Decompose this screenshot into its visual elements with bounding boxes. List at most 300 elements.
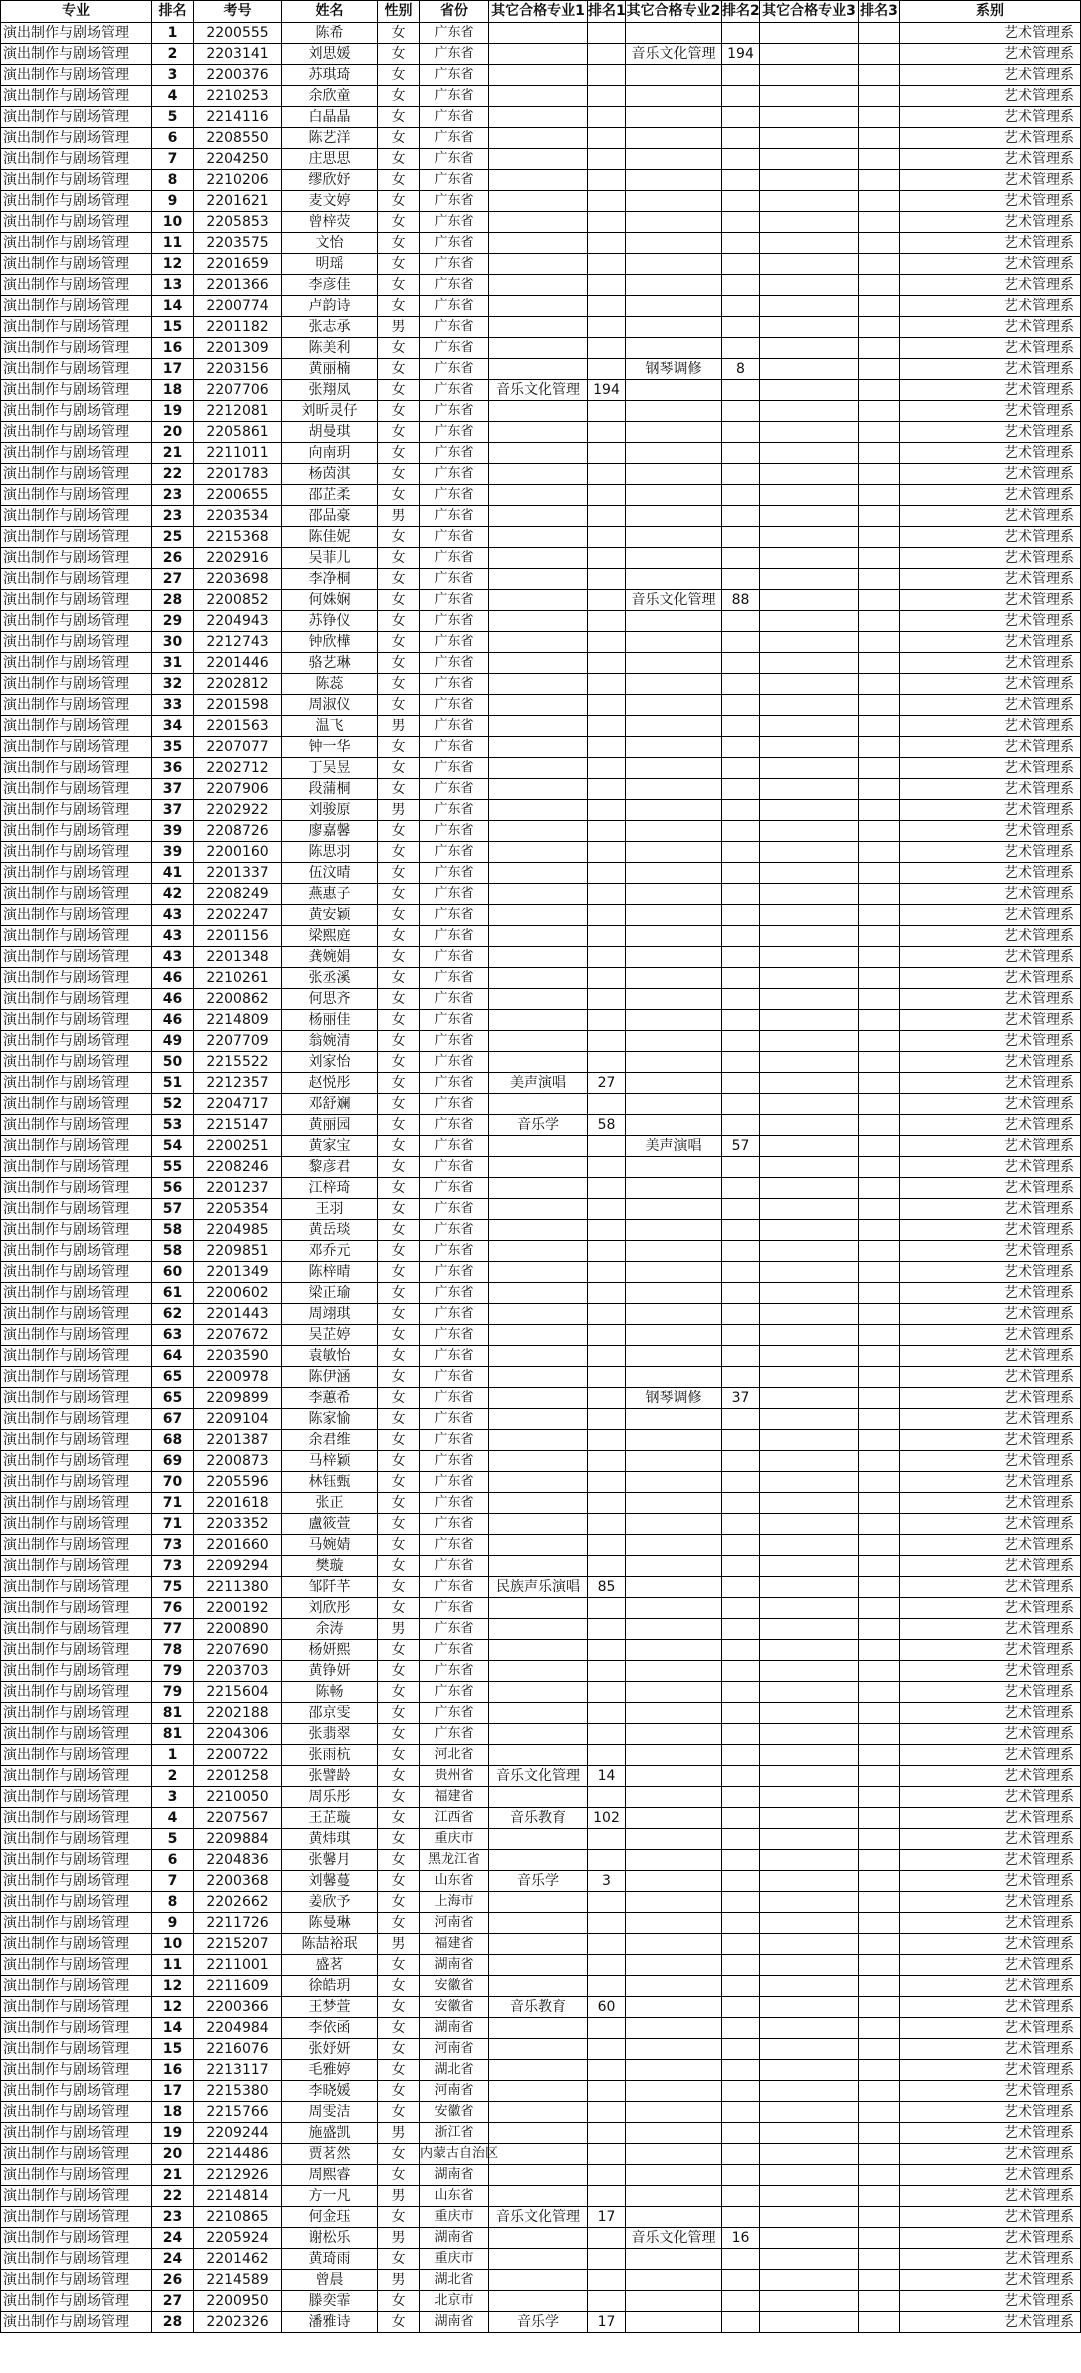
table-row — [1, 338, 1081, 359]
cell-other-major-1 — [489, 2081, 588, 2102]
cell-province: 福建省 — [420, 1787, 489, 1808]
cell-other-major-1 — [489, 1346, 588, 1367]
cell-name: 梁熙庭 — [282, 926, 378, 947]
cell-other-major-1 — [489, 1220, 588, 1241]
cell-rank-2 — [722, 1094, 760, 1115]
table-row — [1, 1325, 1081, 1346]
cell-major: 演出制作与剧场管理 — [1, 485, 152, 506]
cell-name: 吴芷婷 — [282, 1325, 378, 1346]
table-row — [1, 1703, 1081, 1724]
cell-gender: 女 — [378, 212, 420, 233]
cell-province: 广东省 — [420, 485, 489, 506]
cell-other-major-3 — [760, 1892, 859, 1913]
cell-other-major-1 — [489, 2144, 588, 2165]
cell-other-major-1: 民族声乐演唱 — [489, 1577, 588, 1598]
cell-rank-2 — [722, 926, 760, 947]
cell-province: 广东省 — [420, 1031, 489, 1052]
table-row — [1, 170, 1081, 191]
cell-other-major-1 — [489, 863, 588, 884]
cell-name: 刘欣彤 — [282, 1598, 378, 1619]
cell-department: 艺术管理系 — [900, 1430, 1081, 1451]
cell-other-major-3 — [760, 1976, 859, 1997]
cell-other-major-3 — [760, 1493, 859, 1514]
cell-rank-2 — [722, 821, 760, 842]
cell-rank: 34 — [152, 716, 194, 737]
cell-exam-no: 2201237 — [194, 1178, 282, 1199]
header-name: 姓名 — [282, 1, 378, 23]
cell-other-major-3 — [760, 2102, 859, 2123]
cell-rank-2 — [722, 1262, 760, 1283]
cell-other-major-1 — [489, 401, 588, 422]
cell-department: 艺术管理系 — [900, 569, 1081, 590]
cell-name: 余涛 — [282, 1619, 378, 1640]
cell-other-major-1 — [489, 716, 588, 737]
cell-rank-1 — [588, 86, 626, 107]
cell-gender: 女 — [378, 1514, 420, 1535]
cell-rank: 21 — [152, 2165, 194, 2186]
cell-name: 潘雅诗 — [282, 2312, 378, 2333]
cell-province: 广东省 — [420, 527, 489, 548]
cell-other-major-3 — [760, 842, 859, 863]
cell-province: 广东省 — [420, 1199, 489, 1220]
cell-major: 演出制作与剧场管理 — [1, 128, 152, 149]
cell-other-major-3 — [760, 254, 859, 275]
cell-rank: 25 — [152, 527, 194, 548]
cell-gender: 女 — [378, 1724, 420, 1745]
table-row — [1, 2039, 1081, 2060]
cell-rank-2: 194 — [722, 44, 760, 65]
cell-rank-2 — [722, 254, 760, 275]
cell-department: 艺术管理系 — [900, 1199, 1081, 1220]
cell-rank-2 — [722, 1829, 760, 1850]
cell-other-major-2 — [626, 1199, 722, 1220]
cell-province: 广东省 — [420, 1010, 489, 1031]
cell-province: 黑龙江省 — [420, 1850, 489, 1871]
cell-rank-3 — [859, 2207, 900, 2228]
cell-gender: 女 — [378, 2144, 420, 2165]
cell-province: 福建省 — [420, 1934, 489, 1955]
cell-other-major-1 — [489, 884, 588, 905]
cell-other-major-1 — [489, 1178, 588, 1199]
cell-rank-2 — [722, 2123, 760, 2144]
table-row — [1, 1724, 1081, 1745]
cell-rank-1 — [588, 2228, 626, 2249]
cell-major: 演出制作与剧场管理 — [1, 1661, 152, 1682]
cell-gender: 女 — [378, 695, 420, 716]
cell-name: 骆艺琳 — [282, 653, 378, 674]
cell-rank: 12 — [152, 1976, 194, 1997]
cell-department: 艺术管理系 — [900, 779, 1081, 800]
cell-other-major-2 — [626, 632, 722, 653]
cell-gender: 女 — [378, 2312, 420, 2333]
cell-name: 李彦佳 — [282, 275, 378, 296]
cell-rank-3 — [859, 989, 900, 1010]
cell-rank: 58 — [152, 1241, 194, 1262]
cell-other-major-1: 美声演唱 — [489, 1073, 588, 1094]
cell-other-major-2 — [626, 317, 722, 338]
cell-other-major-2 — [626, 1031, 722, 1052]
cell-rank-3 — [859, 2165, 900, 2186]
cell-other-major-3 — [760, 1178, 859, 1199]
cell-other-major-1 — [489, 1913, 588, 1934]
cell-province: 广东省 — [420, 1388, 489, 1409]
cell-department: 艺术管理系 — [900, 464, 1081, 485]
cell-exam-no: 2200774 — [194, 296, 282, 317]
cell-other-major-3 — [760, 170, 859, 191]
cell-other-major-1: 音乐学 — [489, 1871, 588, 1892]
cell-province: 广东省 — [420, 443, 489, 464]
cell-other-major-3 — [760, 485, 859, 506]
cell-rank-2 — [722, 1766, 760, 1787]
cell-department: 艺术管理系 — [900, 2165, 1081, 2186]
cell-other-major-3 — [760, 1010, 859, 1031]
cell-department: 艺术管理系 — [900, 233, 1081, 254]
cell-rank-2 — [722, 2102, 760, 2123]
cell-other-major-3 — [760, 1997, 859, 2018]
cell-name: 邓乔元 — [282, 1241, 378, 1262]
cell-name: 滕奕霏 — [282, 2291, 378, 2312]
cell-other-major-1 — [489, 2228, 588, 2249]
cell-other-major-1 — [489, 2039, 588, 2060]
cell-province: 广东省 — [420, 296, 489, 317]
cell-exam-no: 2200160 — [194, 842, 282, 863]
cell-other-major-1 — [489, 23, 588, 44]
cell-rank-1 — [588, 695, 626, 716]
cell-gender: 女 — [378, 128, 420, 149]
cell-province: 广东省 — [420, 1052, 489, 1073]
cell-rank: 6 — [152, 128, 194, 149]
cell-exam-no: 2209294 — [194, 1556, 282, 1577]
cell-rank-3 — [859, 1955, 900, 1976]
cell-rank-2 — [722, 1115, 760, 1136]
cell-other-major-3 — [760, 44, 859, 65]
cell-other-major-1 — [489, 1619, 588, 1640]
cell-exam-no: 2204306 — [194, 1724, 282, 1745]
cell-rank-1 — [588, 611, 626, 632]
cell-province: 湖南省 — [420, 1955, 489, 1976]
cell-name: 黄丽园 — [282, 1115, 378, 1136]
cell-other-major-1 — [489, 758, 588, 779]
cell-exam-no: 2211380 — [194, 1577, 282, 1598]
cell-gender: 女 — [378, 23, 420, 44]
cell-other-major-3 — [760, 1556, 859, 1577]
cell-exam-no: 2201258 — [194, 1766, 282, 1787]
cell-province: 广东省 — [420, 128, 489, 149]
cell-name: 林钰甄 — [282, 1472, 378, 1493]
cell-other-major-2 — [626, 926, 722, 947]
cell-other-major-1 — [489, 1745, 588, 1766]
cell-gender: 女 — [378, 2039, 420, 2060]
table-row — [1, 2060, 1081, 2081]
cell-province: 广东省 — [420, 884, 489, 905]
cell-major: 演出制作与剧场管理 — [1, 737, 152, 758]
cell-other-major-2 — [626, 1367, 722, 1388]
cell-other-major-2 — [626, 1094, 722, 1115]
cell-name: 段蒲桐 — [282, 779, 378, 800]
cell-rank-3 — [859, 1325, 900, 1346]
cell-name: 黄炜琪 — [282, 1829, 378, 1850]
table-row — [1, 1493, 1081, 1514]
cell-rank: 46 — [152, 989, 194, 1010]
cell-department: 艺术管理系 — [900, 674, 1081, 695]
cell-other-major-3 — [760, 233, 859, 254]
cell-province: 广东省 — [420, 233, 489, 254]
cell-exam-no: 2210261 — [194, 968, 282, 989]
cell-province: 重庆市 — [420, 2207, 489, 2228]
cell-gender: 女 — [378, 296, 420, 317]
cell-rank-1 — [588, 1136, 626, 1157]
cell-major: 演出制作与剧场管理 — [1, 590, 152, 611]
cell-exam-no: 2200873 — [194, 1451, 282, 1472]
cell-name: 邓舒斓 — [282, 1094, 378, 1115]
cell-rank-1: 17 — [588, 2207, 626, 2228]
cell-name: 谢松乐 — [282, 2228, 378, 2249]
cell-province: 广东省 — [420, 905, 489, 926]
cell-province: 江西省 — [420, 1808, 489, 1829]
cell-rank: 14 — [152, 2018, 194, 2039]
cell-rank-2: 8 — [722, 359, 760, 380]
table-row — [1, 2291, 1081, 2312]
cell-major: 演出制作与剧场管理 — [1, 464, 152, 485]
cell-name: 麦文婷 — [282, 191, 378, 212]
cell-exam-no: 2215380 — [194, 2081, 282, 2102]
cell-rank-1 — [588, 1514, 626, 1535]
cell-rank-3 — [859, 2291, 900, 2312]
cell-other-major-1 — [489, 1451, 588, 1472]
cell-name: 贾茗然 — [282, 2144, 378, 2165]
cell-rank-1 — [588, 1367, 626, 1388]
cell-rank-2 — [722, 23, 760, 44]
cell-other-major-2 — [626, 1997, 722, 2018]
cell-rank-3 — [859, 1115, 900, 1136]
cell-rank: 75 — [152, 1577, 194, 1598]
cell-rank-1 — [588, 527, 626, 548]
cell-other-major-2 — [626, 2312, 722, 2333]
cell-other-major-3 — [760, 1262, 859, 1283]
cell-rank-2 — [722, 1493, 760, 1514]
cell-department: 艺术管理系 — [900, 2060, 1081, 2081]
cell-gender: 女 — [378, 1913, 420, 1934]
cell-gender: 女 — [378, 422, 420, 443]
cell-name: 钟欣樺 — [282, 632, 378, 653]
cell-department: 艺术管理系 — [900, 1157, 1081, 1178]
cell-rank-3 — [859, 212, 900, 233]
cell-rank: 13 — [152, 275, 194, 296]
cell-department: 艺术管理系 — [900, 548, 1081, 569]
cell-other-major-3 — [760, 968, 859, 989]
cell-rank-2 — [722, 947, 760, 968]
cell-other-major-2 — [626, 1073, 722, 1094]
cell-other-major-2 — [626, 1892, 722, 1913]
cell-exam-no: 2203141 — [194, 44, 282, 65]
table-row — [1, 191, 1081, 212]
cell-gender: 女 — [378, 1136, 420, 1157]
cell-rank-2 — [722, 2144, 760, 2165]
cell-other-major-1 — [489, 2249, 588, 2270]
cell-other-major-2 — [626, 1682, 722, 1703]
cell-gender: 男 — [378, 800, 420, 821]
cell-major: 演出制作与剧场管理 — [1, 1829, 152, 1850]
cell-gender: 女 — [378, 1598, 420, 1619]
cell-name: 陈喆裕珉 — [282, 1934, 378, 1955]
cell-rank-3 — [859, 401, 900, 422]
table-row — [1, 1157, 1081, 1178]
cell-major: 演出制作与剧场管理 — [1, 149, 152, 170]
cell-name: 周雯洁 — [282, 2102, 378, 2123]
cell-exam-no: 2215604 — [194, 1682, 282, 1703]
cell-rank-1 — [588, 443, 626, 464]
cell-province: 湖南省 — [420, 2165, 489, 2186]
cell-major: 演出制作与剧场管理 — [1, 695, 152, 716]
cell-other-major-3 — [760, 1346, 859, 1367]
cell-other-major-2 — [626, 968, 722, 989]
cell-rank: 5 — [152, 107, 194, 128]
cell-exam-no: 2205596 — [194, 1472, 282, 1493]
cell-gender: 男 — [378, 1934, 420, 1955]
cell-major: 演出制作与剧场管理 — [1, 1073, 152, 1094]
cell-other-major-2 — [626, 821, 722, 842]
cell-rank: 49 — [152, 1031, 194, 1052]
cell-rank-3 — [859, 2060, 900, 2081]
cell-province: 广东省 — [420, 464, 489, 485]
cell-rank-2 — [722, 2018, 760, 2039]
cell-exam-no: 2202922 — [194, 800, 282, 821]
header-rank-2: 排名2 — [722, 1, 760, 23]
cell-rank-2 — [722, 1598, 760, 1619]
cell-department: 艺术管理系 — [900, 2081, 1081, 2102]
table-row — [1, 212, 1081, 233]
cell-rank-3 — [859, 1451, 900, 1472]
cell-exam-no: 2205924 — [194, 2228, 282, 2249]
cell-rank: 3 — [152, 1787, 194, 1808]
cell-other-major-3 — [760, 800, 859, 821]
cell-name: 盛茗 — [282, 1955, 378, 1976]
cell-department: 艺术管理系 — [900, 23, 1081, 44]
cell-rank-1 — [588, 1976, 626, 1997]
cell-rank-1 — [588, 1640, 626, 1661]
cell-gender: 女 — [378, 2249, 420, 2270]
cell-rank-3 — [859, 1241, 900, 1262]
cell-other-major-3 — [760, 2081, 859, 2102]
cell-rank-3 — [859, 443, 900, 464]
cell-rank-3 — [859, 1871, 900, 1892]
cell-other-major-1 — [489, 485, 588, 506]
cell-other-major-1 — [489, 1787, 588, 1808]
cell-major: 演出制作与剧场管理 — [1, 1745, 152, 1766]
cell-rank-2 — [722, 989, 760, 1010]
cell-other-major-3 — [760, 275, 859, 296]
cell-gender: 女 — [378, 254, 420, 275]
cell-name: 苏铮仪 — [282, 611, 378, 632]
cell-rank-2 — [722, 1661, 760, 1682]
cell-gender: 女 — [378, 1472, 420, 1493]
cell-province: 广东省 — [420, 380, 489, 401]
cell-major: 演出制作与剧场管理 — [1, 1136, 152, 1157]
cell-name: 黎彦君 — [282, 1157, 378, 1178]
cell-rank-3 — [859, 1598, 900, 1619]
cell-gender: 女 — [378, 2081, 420, 2102]
cell-gender: 男 — [378, 1619, 420, 1640]
cell-gender: 女 — [378, 1745, 420, 1766]
cell-major: 演出制作与剧场管理 — [1, 842, 152, 863]
cell-name: 刘思媛 — [282, 44, 378, 65]
cell-name: 马婉婧 — [282, 1535, 378, 1556]
cell-gender: 女 — [378, 1073, 420, 1094]
cell-rank: 5 — [152, 1829, 194, 1850]
cell-exam-no: 2215368 — [194, 527, 282, 548]
cell-name: 胡曼琪 — [282, 422, 378, 443]
cell-other-major-1 — [489, 821, 588, 842]
cell-exam-no: 2201387 — [194, 1430, 282, 1451]
cell-exam-no: 2209851 — [194, 1241, 282, 1262]
cell-rank-3 — [859, 2102, 900, 2123]
cell-other-major-3 — [760, 653, 859, 674]
cell-other-major-3 — [760, 2144, 859, 2165]
cell-other-major-3 — [760, 506, 859, 527]
cell-province: 广东省 — [420, 716, 489, 737]
cell-province: 广东省 — [420, 1115, 489, 1136]
cell-province: 贵州省 — [420, 1766, 489, 1787]
table-row — [1, 2186, 1081, 2207]
cell-name: 杨茵淇 — [282, 464, 378, 485]
cell-other-major-1 — [489, 1388, 588, 1409]
cell-rank: 35 — [152, 737, 194, 758]
table-row — [1, 44, 1081, 65]
cell-other-major-3 — [760, 569, 859, 590]
cell-other-major-3 — [760, 1787, 859, 1808]
cell-major: 演出制作与剧场管理 — [1, 1934, 152, 1955]
cell-other-major-3 — [760, 1304, 859, 1325]
cell-name: 周乐彤 — [282, 1787, 378, 1808]
cell-department: 艺术管理系 — [900, 1703, 1081, 1724]
table-row — [1, 2207, 1081, 2228]
cell-other-major-3 — [760, 1535, 859, 1556]
cell-name: 刘昕灵仔 — [282, 401, 378, 422]
cell-other-major-1 — [489, 422, 588, 443]
cell-rank-2 — [722, 1640, 760, 1661]
table-row — [1, 947, 1081, 968]
cell-province: 广东省 — [420, 1220, 489, 1241]
cell-exam-no: 2214809 — [194, 1010, 282, 1031]
cell-major: 演出制作与剧场管理 — [1, 821, 152, 842]
cell-other-major-3 — [760, 863, 859, 884]
cell-rank-3 — [859, 2249, 900, 2270]
cell-other-major-3 — [760, 212, 859, 233]
cell-gender: 女 — [378, 632, 420, 653]
cell-name: 周淑仪 — [282, 695, 378, 716]
cell-other-major-1 — [489, 1829, 588, 1850]
cell-rank-1 — [588, 2270, 626, 2291]
cell-other-major-2 — [626, 1241, 722, 1262]
cell-rank-3 — [859, 233, 900, 254]
cell-province: 广东省 — [420, 338, 489, 359]
cell-other-major-2 — [626, 443, 722, 464]
cell-major: 演出制作与剧场管理 — [1, 1304, 152, 1325]
cell-rank-2 — [722, 653, 760, 674]
cell-rank: 58 — [152, 1220, 194, 1241]
cell-rank-3 — [859, 1556, 900, 1577]
cell-rank-2 — [722, 2207, 760, 2228]
cell-province: 内蒙古自治区 — [420, 2144, 489, 2165]
cell-other-major-2 — [626, 1052, 722, 1073]
table-row — [1, 863, 1081, 884]
cell-other-major-3 — [760, 443, 859, 464]
cell-rank-3 — [859, 65, 900, 86]
cell-other-major-2 — [626, 2270, 722, 2291]
cell-rank: 39 — [152, 842, 194, 863]
cell-other-major-3 — [760, 1409, 859, 1430]
cell-major: 演出制作与剧场管理 — [1, 254, 152, 275]
